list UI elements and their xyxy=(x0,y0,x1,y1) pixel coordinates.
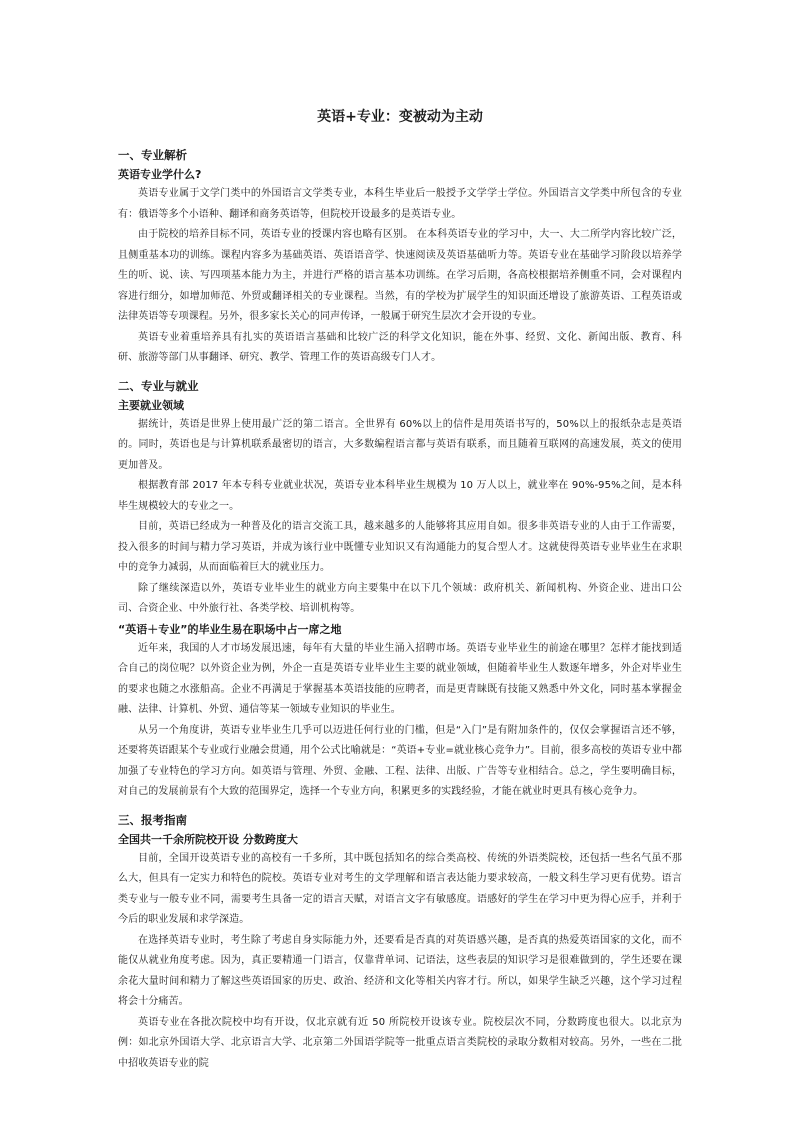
paragraph: 近年来，我国的人才市场发展迅速，每年有大量的毕业生涌入招聘市场。英语专业毕业生的前途在哪里？怎样才能找到适合自己的岗位呢？以外资企业为例，外企一直是英语专业毕业生主要的就业领域，但随着毕业生人数逐年增多，外企对毕业生的要求也随之水涨船高。企业不再满足于掌握基本英语技能的应聘者，而是更青睐既有技能又熟悉中外文化，同时基本掌握金融、法律、计算机、外贸、通信等某一领域专业知识的毕业生。 xyxy=(118,642,682,715)
section-heading: 二、专业与就业 xyxy=(118,378,199,393)
section-heading: 三、报考指南 xyxy=(118,812,187,827)
section-subheading: 主要就业领域 xyxy=(118,398,184,412)
paragraph: 根据教育部 2017 年本专科专业就业状况，英语专业本科毕业生规模为 10 万人以上，就业率在 90%-95%之间，是本科毕生规模较大的专业之一。 xyxy=(118,480,682,512)
section-subheading: 英语专业学什么? xyxy=(118,168,202,181)
paragraph: 在选择英语专业时，考生除了考虑自身实际能力外，还要看是否真的对英语感兴趣，是否真的热爱英语国家的文化，而不能仅从就业角度考虑。因为，真正要精通一门语言，仅靠背单词、记语法，这些表层的知识学习是很难做到的，学生还要在课余花大量时间和精力了解这些英语国家的历史、政治、经济和文化等相关内容才行。所以，如果学生缺乏兴趣，这个学习过程将会十分痛苦。 xyxy=(118,934,682,1007)
paragraph: 英语专业着重培养具有扎实的英语语言基础和比较广泛的科学文化知识，能在外事、经贸、文化、新闻出版、教育、科研、旅游等部门从事翻译、研究、教学、管理工作的英语高级专门人才。 xyxy=(118,331,682,363)
document-body xyxy=(118,146,682,1074)
paragraph: 除了继续深造以外，英语专业毕业生的就业方向主要集中在以下几个领域：政府机关、新闻机构、外资企业、进出口公司、合资企业、中外旅行社、各类学校、培训机构等。 xyxy=(118,582,682,614)
section-heading: 一、专业解析 xyxy=(118,148,187,162)
paragraph: 由于院校的培养目标不同，英语专业的授课内容也略有区别。 在本科英语专业的学习中，大一、大二所学内容比较广泛，且侧重基本功的训练。课程内容多为基础英语、英语语音学、快速阅读及英语基础听力等。英语专业在基础学习阶段以培养学生的听、说、读、写四项基本能力为主，并进行严格的语言基本功训练。在学习后期，各高校根据培养侧重不同，会对课程内容进行细分，如增加师范、外贸或翻译相关的专业课程。当然，有的学校为扩展学生的知识面还增设了旅游英语、工程英语或法律英语等专项课程。另外，很多家长关心的同声传译，一般属于研究生层次才会开设的专业。 xyxy=(118,229,682,322)
paragraph: 据统计，英语是世界上使用最广泛的第二语言。全世界有 60%以上的信件是用英语书写的，50%以上的报纸杂志是英语的。同时，英语也是与计算机联系最密切的语言，大多数编程语言都与英语有联系，而且随着互联网的高速发展，英文的使用更加普及。 xyxy=(118,418,682,471)
paragraph: 目前，英语已经成为一种普及化的语言交流工具，越来越多的人能够将其应用自如。很多非英语专业的人由于工作需要，投入很多的时间与精力学习英语，并成为该行业中既懂专业知识又有沟通能力的复合型人才。这就使得英语专业毕业生在求职中的竞争力减弱，从而面临着巨大的就业压力。 xyxy=(118,521,682,573)
document-title: 英语+专业：变被动为主动 xyxy=(317,109,483,125)
paragraph: 目前，全国开设英语专业的高校有一千多所，其中既包括知名的综合类高校、传统的外语类院校，还包括一些名气虽不那么大，但具有一定实力和特色的院校。英语专业对考生的文学理解和语言表达能力要求较高，一般文科生学习更有优势。语言类专业与一般专业不同，需要考生具备一定的语言天赋，对语言文字有敏感度。语感好的学生在学习中更为得心应手，并利于今后的职业发展和求学深造。 xyxy=(118,852,682,925)
paragraph: 英语专业属于文学门类中的外国语言文学类专业，本科生毕业后一般授予文学学士学位。外国语言文学类中所包含的专业有：俄语等多个小语种、翻译和商务英语等，但院校开设最多的是英语专业。 xyxy=(118,188,682,220)
section-subheading: 全国共一千余所院校开设 分数跨度大 xyxy=(118,832,298,846)
paragraph: 英语专业在各批次院校中均有开设，仅北京就有近 50 所院校开设该专业。院校层次不同，分数跨度也很大。以北京为例：如北京外国语大学、北京语言大学、北京第二外国语学院等一批重点语言类院校的录取分数相对较高。另外，一些在二批中招收英语专业的院 xyxy=(118,1016,682,1069)
section-subheading: “英语＋专业”的毕业生易在职场中占一席之地 xyxy=(118,622,342,636)
paragraph: 从另一个角度讲，英语专业毕业生几乎可以迈进任何行业的门槛，但是“入门”是有附加条件的，仅仅会掌握语言还不够，还要将英语跟某个专业或行业融会贯通，用个公式比喻就是：“英语+专业=就业核心竞争力”。目前，很多高校的英语专业中都加强了专业特色的学习方向。如英语与管理、外贸、金融、工程、法律、出版、广告等专业相结合。总之，学生要明确目标，对自己的发展前景有个大致的范围界定，选择一个专业方向，积累更多的实践经验，才能在就业时更具有核心竞争力。 xyxy=(118,724,682,797)
